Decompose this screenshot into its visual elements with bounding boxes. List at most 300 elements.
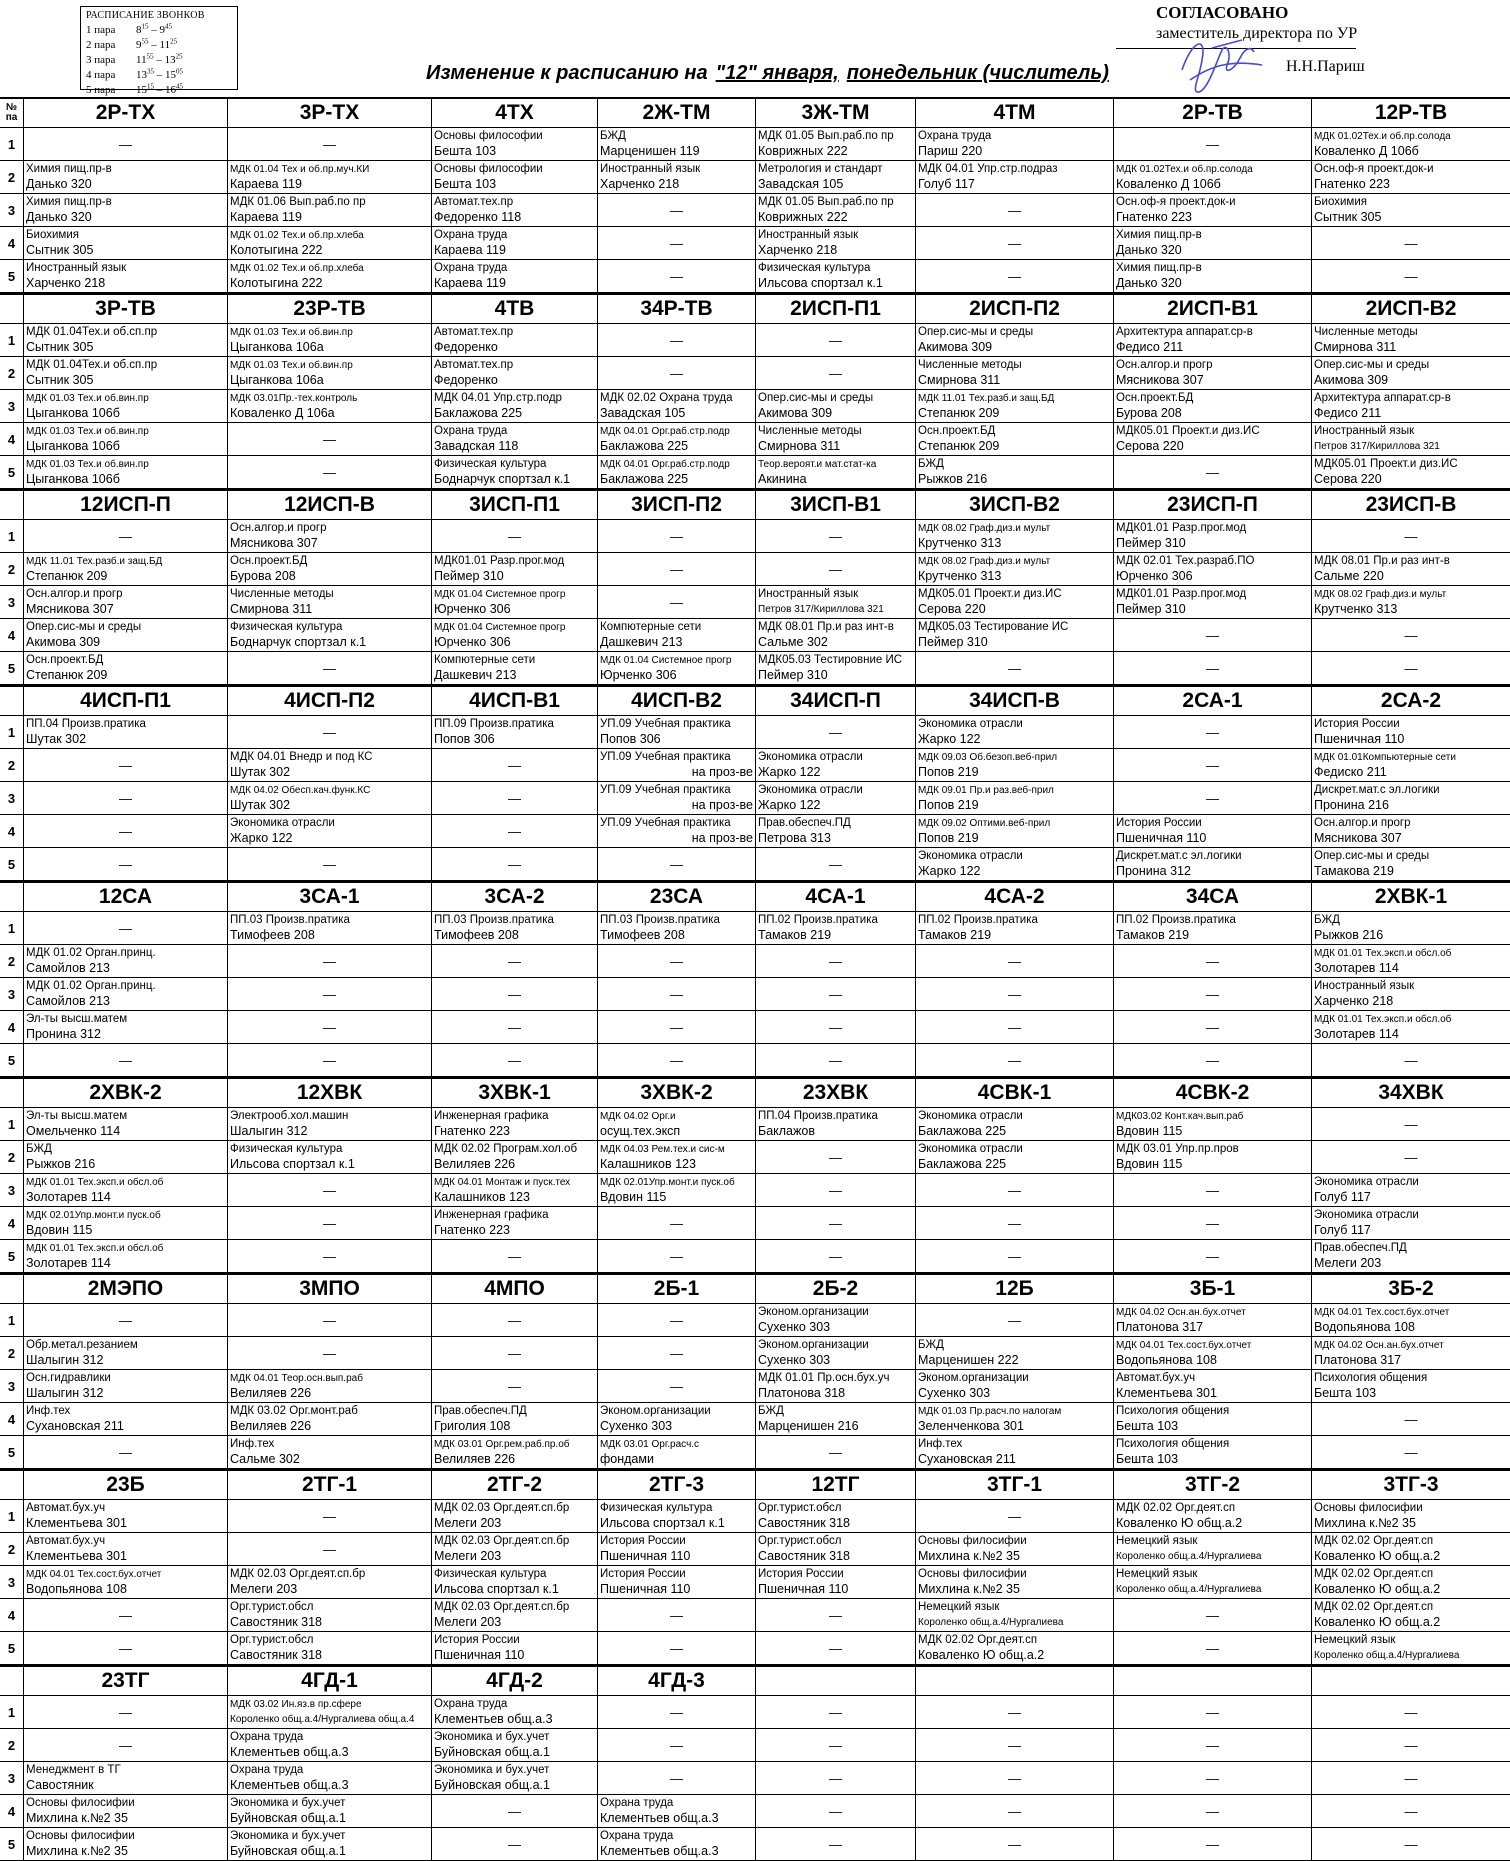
lesson-cell xyxy=(1312,619,1510,651)
empty-dash: — xyxy=(119,791,132,806)
lesson-cell xyxy=(24,194,228,226)
lesson-subject: МДК 01.01 Пр.осн.бух.уч xyxy=(758,1372,890,1384)
empty-dash: — xyxy=(670,1216,683,1231)
lesson-teacher-room: Велиляев 226 xyxy=(230,1419,312,1433)
lesson-teacher-room: Вдовин 115 xyxy=(1116,1124,1183,1138)
lesson-subject: Прав.обеспеч.ПД xyxy=(1314,1242,1407,1254)
lesson-subject: МДК 02.02 Програм.хол.об xyxy=(434,1143,578,1155)
group-name: 3МПО xyxy=(228,1275,432,1303)
lesson-teacher-room: Савостяник 318 xyxy=(758,1516,850,1530)
lesson-row xyxy=(0,1762,1510,1795)
lesson-cell xyxy=(432,1795,598,1827)
lesson-cell xyxy=(432,357,598,389)
empty-dash: — xyxy=(829,1216,842,1231)
group-name: 4ИСП-П2 xyxy=(228,687,432,715)
lesson-subject: Химия пищ.пр-в xyxy=(26,196,112,208)
lesson-teacher-room: Акимова 309 xyxy=(918,340,993,354)
lesson-teacher-room: Золотарев 114 xyxy=(26,1190,111,1204)
lesson-cell xyxy=(228,456,432,488)
lesson-subject: Основы филосифии xyxy=(26,1797,135,1809)
lesson-cell xyxy=(432,1762,598,1794)
lesson-row xyxy=(0,1044,1510,1077)
empty-dash: — xyxy=(829,333,842,348)
lesson-cell xyxy=(916,1337,1114,1369)
group-name: 2Р-ТХ xyxy=(24,99,228,127)
lesson-subject: Численные методы xyxy=(1314,326,1418,338)
empty-dash: — xyxy=(1206,758,1219,773)
lesson-subject: БЖД xyxy=(758,1405,784,1417)
empty-dash: — xyxy=(1404,1412,1418,1427)
empty-dash: — xyxy=(323,137,336,152)
lesson-subject: Теор.вероят.и мат.стат-ка xyxy=(758,459,877,470)
pair-number: 2 xyxy=(0,945,24,977)
lesson-cell xyxy=(228,848,432,880)
empty-dash: — xyxy=(1008,1249,1021,1264)
lesson-teacher-room: Акинина xyxy=(758,472,807,486)
lesson-subject: Численные методы xyxy=(758,425,862,437)
empty-dash: — xyxy=(1206,1216,1219,1231)
pair-number: 1 xyxy=(0,1500,24,1532)
lesson-cell xyxy=(916,260,1114,292)
lesson-cell xyxy=(228,1044,432,1076)
pair-number-header xyxy=(0,1471,24,1499)
empty-dash: — xyxy=(829,857,842,872)
lesson-cell xyxy=(228,1762,432,1794)
group-name: 23ИСП-В xyxy=(1365,493,1457,516)
lesson-subject: МДК03.02 Конт.кач.вып.раб xyxy=(1116,1111,1244,1122)
lesson-subject: ПП.02 Произв.пратика xyxy=(1116,914,1236,926)
empty-dash: — xyxy=(1008,1020,1021,1035)
lesson-subject: МДК 04.01 Внедр и под КС xyxy=(230,751,373,763)
lesson-cell xyxy=(1312,782,1510,814)
group-name: 23Б xyxy=(24,1471,228,1499)
lesson-cell xyxy=(1114,161,1312,193)
lesson-cell xyxy=(1312,912,1510,944)
lesson-teacher-room: Платонова 317 xyxy=(1314,1353,1402,1367)
lesson-subject: Экономика отрасли xyxy=(918,850,1023,862)
group-name: 3ИСП-В2 xyxy=(916,491,1114,519)
group-name: 2Б-2 xyxy=(756,1275,916,1303)
lesson-cell xyxy=(598,1828,756,1860)
lesson-subject: МДК 03.02 Орг.монт.раб xyxy=(230,1405,358,1417)
empty-dash: — xyxy=(119,857,132,872)
lesson-subject: МДК 11.01 Тех.разб.и защ.БД xyxy=(26,556,163,567)
lesson-cell xyxy=(24,1141,228,1173)
lesson-cell xyxy=(1114,619,1312,651)
pair-number: 4 xyxy=(0,1207,24,1239)
lesson-teacher-room: Сальме 302 xyxy=(230,1452,300,1466)
lesson-row xyxy=(0,815,1510,848)
lesson-cell xyxy=(916,1566,1114,1598)
lesson-cell xyxy=(432,1436,598,1468)
lesson-teacher-room: Харченко 218 xyxy=(26,276,106,290)
lesson-cell xyxy=(756,815,916,847)
lesson-subject: Основы философии xyxy=(434,163,543,175)
lesson-teacher-room: Тамаков 219 xyxy=(758,928,832,942)
lesson-subject: МДК 01.03 Тех.и об.вин.пр xyxy=(26,459,149,470)
lesson-cell xyxy=(598,848,756,880)
lesson-cell xyxy=(24,1304,228,1336)
group-name: 4ГД-2 xyxy=(432,1667,598,1695)
group-name: 34ХВК xyxy=(1378,1081,1444,1104)
lesson-subject: Экономика и бух.учет xyxy=(434,1764,550,1776)
lesson-teacher-room: Гнатенко 223 xyxy=(1116,210,1192,224)
lesson-cell xyxy=(228,423,432,455)
lesson-cell xyxy=(916,586,1114,618)
lesson-subject: БЖД xyxy=(918,1339,944,1351)
lesson-teacher-room: Федоренко xyxy=(434,340,498,354)
lesson-teacher-room: Жарко 122 xyxy=(918,732,981,746)
empty-dash: — xyxy=(508,1053,521,1068)
lesson-teacher-room: Смирнова 311 xyxy=(758,439,841,453)
lesson-teacher-room: Сухенко 303 xyxy=(918,1386,991,1400)
lesson-cell xyxy=(1312,848,1510,880)
lesson-cell xyxy=(228,945,432,977)
lesson-row xyxy=(0,1108,1510,1141)
empty-dash: — xyxy=(670,1608,683,1623)
lesson-teacher-room: Марценишен 222 xyxy=(918,1353,1019,1367)
pair-number: 2 xyxy=(0,1533,24,1565)
lesson-subject: Охрана труда xyxy=(230,1764,304,1776)
lesson-cell xyxy=(228,1370,432,1402)
lesson-cell xyxy=(432,978,598,1010)
lesson-cell xyxy=(24,1795,228,1827)
lesson-teacher-room: Юрченко 306 xyxy=(434,602,511,616)
lesson-teacher-room: Бешта 103 xyxy=(1314,1386,1377,1400)
lesson-subject: МДК 04.01 Орг.раб.стр.подр xyxy=(600,426,730,437)
lesson-row xyxy=(0,1337,1510,1370)
lesson-teacher-room: Мясникова 307 xyxy=(1116,373,1204,387)
group-name: 3СА-2 xyxy=(432,883,598,911)
lesson-teacher-room: Голуб 117 xyxy=(1314,1223,1371,1237)
lesson-cell xyxy=(756,1011,916,1043)
group-name: 4ТВ xyxy=(432,295,598,323)
lesson-subject: Иностранный язык xyxy=(1314,425,1415,437)
lesson-cell xyxy=(24,1533,228,1565)
pair-number: 5 xyxy=(0,1828,24,1860)
lesson-teacher-room: Бешта 103 xyxy=(1116,1452,1179,1466)
lesson-subject: Основы философии xyxy=(434,130,543,142)
empty-dash: — xyxy=(1206,1705,1219,1720)
pair-number: 3 xyxy=(0,978,24,1010)
lesson-cell xyxy=(1114,1500,1312,1532)
pair-number: 4 xyxy=(0,423,24,455)
lesson-subject: Дискрет.мат.с эл.логики xyxy=(1314,784,1440,796)
lesson-cell xyxy=(24,1762,228,1794)
pair-number: 3 xyxy=(0,1174,24,1206)
lesson-subject: МДК01.01 Разр.прог.мод xyxy=(434,555,565,567)
lesson-teacher-room: Клементьев общ.а.3 xyxy=(230,1745,349,1759)
lesson-teacher-room: Бешта 103 xyxy=(1116,1419,1179,1433)
empty-dash: — xyxy=(1206,987,1219,1002)
lesson-cell xyxy=(1114,324,1312,356)
lesson-teacher-room: Сухановская 211 xyxy=(26,1419,124,1433)
lesson-subject: Охрана труда xyxy=(600,1830,674,1842)
lesson-cell xyxy=(24,1500,228,1532)
lesson-cell xyxy=(432,1174,598,1206)
lesson-cell xyxy=(24,1599,228,1631)
lesson-cell xyxy=(756,1566,916,1598)
pair-number-header xyxy=(0,99,24,127)
lesson-cell xyxy=(1312,161,1510,193)
group-name: 4МПО xyxy=(432,1275,598,1303)
lesson-cell xyxy=(598,128,756,160)
lesson-subject: МДК05.01 Проект.и диз.ИС xyxy=(918,588,1062,600)
lesson-subject: МДК 03.01Пр.-тех.контроль xyxy=(230,393,358,404)
lesson-teacher-room: Колотыгина 222 xyxy=(230,276,323,290)
empty-dash: — xyxy=(1008,203,1021,218)
lesson-teacher-room: Клементьев общ.а.3 xyxy=(600,1844,719,1858)
lesson-cell xyxy=(228,1828,432,1860)
lesson-teacher-room: Велиляев 226 xyxy=(434,1157,516,1171)
lesson-cell xyxy=(1312,1370,1510,1402)
lesson-cell xyxy=(756,1240,916,1272)
lesson-cell xyxy=(24,456,228,488)
lesson-teacher-room: Баклажова 225 xyxy=(600,472,689,486)
pair-number: 5 xyxy=(0,1044,24,1076)
empty-dash: — xyxy=(829,954,842,969)
lesson-subject: Эконом.организации xyxy=(758,1306,869,1318)
lesson-teacher-room: Коваленко Д 106б xyxy=(1116,177,1221,191)
title-day: понедельник (числитель) xyxy=(846,62,1109,84)
lesson-teacher-room: Ильсова спортзал к.1 xyxy=(758,276,883,290)
lesson-cell xyxy=(432,619,598,651)
empty-dash: — xyxy=(1206,465,1219,480)
lesson-cell xyxy=(228,749,432,781)
lesson-cell xyxy=(432,260,598,292)
lesson-cell xyxy=(432,1141,598,1173)
lesson-subject: УП.09 Учебная практика xyxy=(600,817,731,829)
empty-dash: — xyxy=(670,1313,683,1328)
lesson-cell xyxy=(228,227,432,259)
lesson-cell xyxy=(1312,815,1510,847)
lesson-subject: Экономика отрасли xyxy=(758,751,863,763)
lesson-subject: МДК 04.01 Тех.сост.бух.отчет xyxy=(1116,1340,1252,1351)
bell-time: $11^{55} - 13^{25}$ xyxy=(136,52,183,66)
empty-dash: — xyxy=(829,1150,842,1165)
lesson-subject: МДК 04.01 Упр.стр.подраз xyxy=(918,163,1058,175)
empty-dash: — xyxy=(670,203,683,218)
lesson-subject: Численные методы xyxy=(918,359,1022,371)
lesson-cell xyxy=(432,161,598,193)
pair-number-header xyxy=(0,1079,24,1107)
lesson-teacher-room: Коврижных 222 xyxy=(758,210,848,224)
lesson-teacher-room: Вдовин 115 xyxy=(1116,1157,1183,1171)
bell-pair-name: 4 пара xyxy=(86,69,116,81)
lesson-subject: Психология общения xyxy=(1116,1438,1230,1450)
empty-dash: — xyxy=(323,1346,336,1361)
empty-dash: — xyxy=(670,1771,683,1786)
lesson-subject: МДК 03.02 Ин.яз.в пр.сфере xyxy=(230,1699,362,1710)
lesson-cell xyxy=(432,749,598,781)
lesson-cell xyxy=(756,423,916,455)
lesson-cell xyxy=(432,553,598,585)
bell-pair-name: 2 пара xyxy=(86,39,116,51)
empty-dash: — xyxy=(323,1020,336,1035)
lesson-cell xyxy=(1114,1108,1312,1140)
lesson-teacher-room: Завадская 118 xyxy=(434,439,519,453)
empty-dash: — xyxy=(1008,236,1021,251)
approval-position: заместитель директора по УР xyxy=(1156,25,1358,42)
handwritten-signature xyxy=(1172,30,1267,100)
lesson-cell xyxy=(598,520,756,552)
lesson-subject: УП.09 Учебная практика xyxy=(600,751,731,763)
lesson-subject: Архитектура аппарат.ср-в xyxy=(1116,326,1253,338)
lesson-cell xyxy=(916,194,1114,226)
lesson-subject: Охрана труда xyxy=(230,1731,304,1743)
empty-dash: — xyxy=(1404,1771,1418,1786)
lesson-teacher-room: Крутченко 313 xyxy=(1314,602,1398,616)
lesson-row xyxy=(0,716,1510,749)
lesson-cell xyxy=(598,1500,756,1532)
empty-dash: — xyxy=(1008,1837,1021,1852)
lesson-teacher-room: Завадская 105 xyxy=(600,406,686,420)
empty-dash: — xyxy=(323,1216,336,1231)
pair-number: 2 xyxy=(0,357,24,389)
lesson-cell xyxy=(228,1240,432,1272)
lesson-subject: Компютерные сети xyxy=(434,654,536,666)
lesson-teacher-room: Мясникова 307 xyxy=(1314,831,1402,845)
lesson-cell xyxy=(1312,1240,1510,1272)
lesson-cell xyxy=(24,128,228,160)
lesson-subject: Инженерная графика xyxy=(434,1110,549,1122)
lesson-teacher-room: Григолия 108 xyxy=(434,1419,511,1433)
lesson-teacher-room: Зеленченкова 301 xyxy=(918,1419,1024,1433)
lesson-teacher-room: Водопьянова 108 xyxy=(1116,1353,1217,1367)
lesson-cell xyxy=(1114,1599,1312,1631)
lesson-teacher-room: Сытник 305 xyxy=(26,373,94,387)
lesson-cell xyxy=(756,749,916,781)
lesson-cell xyxy=(1312,1762,1510,1794)
lesson-subject: Физическая культура xyxy=(230,621,343,633)
empty-dash: — xyxy=(829,1804,842,1819)
lesson-cell xyxy=(432,782,598,814)
lesson-cell xyxy=(432,194,598,226)
lesson-subject: Орг.турист.обсл xyxy=(230,1601,314,1613)
lesson-teacher-room: Тамаков 219 xyxy=(1116,928,1190,942)
pair-number: 4 xyxy=(0,1403,24,1435)
lesson-cell xyxy=(598,1044,756,1076)
empty-dash: — xyxy=(829,529,842,544)
empty-dash: — xyxy=(1008,269,1021,284)
pair-number: 3 xyxy=(0,194,24,226)
lesson-cell xyxy=(756,1174,916,1206)
lesson-teacher-room: Цыганкова 106а xyxy=(230,340,324,354)
lesson-subject: МДК 04.01 Тех.сост.бух.отчет xyxy=(26,1569,162,1580)
empty-dash: — xyxy=(1008,1804,1021,1819)
lesson-cell xyxy=(1114,1533,1312,1565)
group-name: 4ИСП-В2 xyxy=(598,687,756,715)
empty-dash: — xyxy=(829,1705,842,1720)
lesson-teacher-room: Акимова 309 xyxy=(26,635,101,649)
empty-dash: — xyxy=(1008,661,1021,676)
lesson-cell xyxy=(916,1696,1114,1728)
lesson-cell xyxy=(228,1337,432,1369)
lesson-subject: МДК 09.03 Об.безоп.веб-прил xyxy=(918,752,1058,763)
lesson-cell xyxy=(432,1304,598,1336)
lesson-cell xyxy=(598,1304,756,1336)
empty-dash: — xyxy=(1206,1837,1219,1852)
lesson-cell xyxy=(24,260,228,292)
lesson-teacher-room: Золотарев 114 xyxy=(1314,1027,1399,1041)
empty-dash: — xyxy=(829,1738,842,1753)
lesson-subject: Основы филосифии xyxy=(918,1535,1027,1547)
lesson-cell xyxy=(1114,749,1312,781)
lesson-cell xyxy=(756,324,916,356)
empty-dash: — xyxy=(1008,1053,1021,1068)
group-name: 3Б-2 xyxy=(1388,1277,1434,1300)
lesson-cell xyxy=(1114,456,1312,488)
lesson-teacher-room: Голуб 117 xyxy=(918,177,975,191)
empty-dash: — xyxy=(508,987,521,1002)
lesson-subject: Охрана труда xyxy=(918,130,992,142)
lesson-cell xyxy=(598,1696,756,1728)
lesson-subject: Экономика и бух.учет xyxy=(434,1731,550,1743)
lesson-teacher-room: Серова 220 xyxy=(918,602,986,616)
lesson-cell xyxy=(1114,1044,1312,1076)
lesson-cell xyxy=(1114,1403,1312,1435)
lesson-subject: МДК 01.03 Тех.и об.вин.пр xyxy=(230,327,353,338)
pair-number: 4 xyxy=(0,227,24,259)
empty-dash: — xyxy=(670,562,683,577)
lesson-subject: МДК 02.02 Орг.деят.сп xyxy=(1116,1502,1236,1514)
pair-number: 3 xyxy=(0,1762,24,1794)
lesson-subject: МДК 01.02 Тех.и об.пр.хлеба xyxy=(230,230,364,241)
lesson-subject: МДК 01.04 Тех и об.пр.муч.КИ xyxy=(230,164,370,175)
title-prefix: Изменение к расписанию на xyxy=(426,62,708,84)
empty-dash: — xyxy=(323,432,336,447)
pair-number: 5 xyxy=(0,652,24,684)
group-name xyxy=(1114,1667,1312,1695)
lesson-subject: Психология общения xyxy=(1116,1405,1230,1417)
lesson-teacher-room: на проз-ве xyxy=(691,798,753,812)
bell-time: $13^{35} - 15^{05}$ xyxy=(136,67,183,81)
lesson-teacher-room: Водопьянова 108 xyxy=(1314,1320,1415,1334)
lesson-cell xyxy=(916,1240,1114,1272)
lesson-subject: МДК 03.01 Орг.рем.раб.пр.об xyxy=(434,1439,570,1450)
lesson-row xyxy=(0,1174,1510,1207)
lesson-cell xyxy=(1312,390,1510,422)
group-name: 2МЭПО xyxy=(24,1275,228,1303)
empty-dash: — xyxy=(119,1053,132,1068)
lesson-subject: История России xyxy=(434,1634,520,1646)
empty-dash: — xyxy=(1206,1771,1219,1786)
pair-number: 1 xyxy=(0,1108,24,1140)
lesson-cell xyxy=(432,1108,598,1140)
lesson-cell xyxy=(1114,1566,1312,1598)
lesson-cell xyxy=(432,586,598,618)
pair-number-header xyxy=(0,687,24,715)
empty-dash: — xyxy=(829,1249,842,1264)
lesson-cell xyxy=(598,1632,756,1664)
empty-dash: — xyxy=(670,269,683,284)
pair-number: 3 xyxy=(0,1566,24,1598)
lesson-subject: МДК 02.02 Орг.деят.сп xyxy=(918,1634,1038,1646)
lesson-subject: МДК 04.01 Тех.сост.бух.отчет xyxy=(1314,1307,1450,1318)
lesson-cell xyxy=(24,1729,228,1761)
empty-dash: — xyxy=(323,1183,336,1198)
lesson-cell xyxy=(756,456,916,488)
lesson-subject: Химия пищ.пр-в xyxy=(1116,262,1202,274)
empty-dash: — xyxy=(829,1183,842,1198)
lesson-cell xyxy=(432,1533,598,1565)
pair-number: 1 xyxy=(0,1304,24,1336)
lesson-teacher-room: Буйновская общ.а.1 xyxy=(230,1811,346,1825)
lesson-teacher-room: Крутченко 313 xyxy=(918,569,1002,583)
lesson-cell xyxy=(916,390,1114,422)
empty-dash: — xyxy=(829,1837,842,1852)
lesson-cell xyxy=(228,1696,432,1728)
